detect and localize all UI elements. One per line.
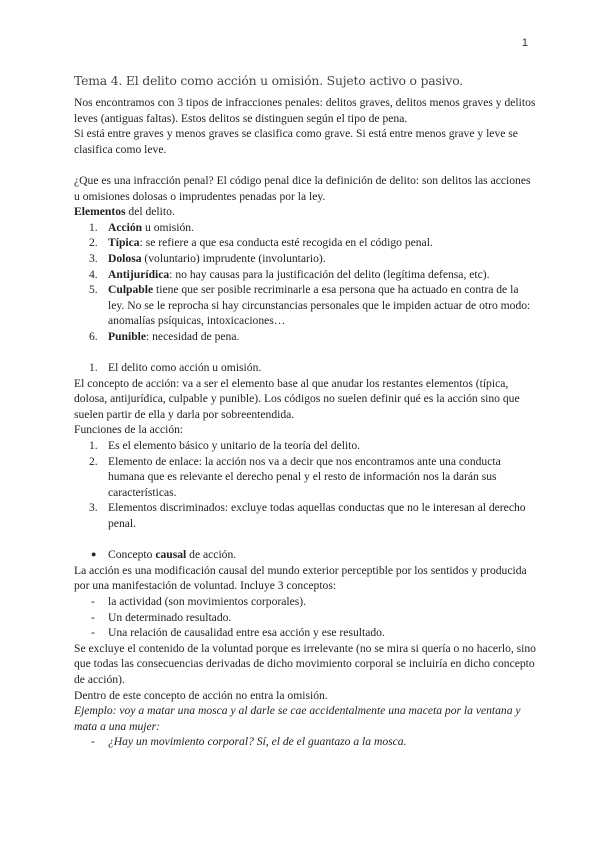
text: del delito.: [125, 205, 175, 219]
list-item: [74, 610, 536, 626]
list-text: u omisión.: [142, 220, 194, 234]
list-text: ¿Hay un movimiento corporal? Sí, el de el guantazo a la mosca.: [108, 735, 407, 749]
list-text: tiene que ser posible recriminarle a esa persona que ha actuado en contra de la ley. No se le reprocha si hay circunstancias personales que le impiden actuar de otro modo: anomalías psíquicas, intoxicaciones…: [108, 283, 531, 328]
list-item: [74, 235, 536, 251]
list-item: [74, 251, 536, 267]
list-text: : necesidad de pena.: [146, 329, 240, 343]
example-list: [74, 734, 536, 750]
list-item: [74, 329, 536, 345]
list-text: : no hay causas para la justificación del delito (legítima defensa, etc).: [169, 267, 490, 281]
funciones-list: [74, 438, 536, 532]
elementos-list: [74, 220, 536, 345]
list-number: 1.: [89, 439, 98, 453]
list-number: 3.: [89, 251, 98, 265]
list-text: Elemento de enlace: la acción nos va a decir que nos encontramos ante una conducta humana que es relevante el derecho penal y el resto de información nos la darán sus características.: [108, 454, 501, 499]
example-text: Ejemplo: voy a matar una mosca y al darle se cae accidentalmente una maceta por la ventana y mata a una mujer:: [74, 704, 521, 733]
conceptos-list: [74, 594, 536, 641]
page-content: [74, 72, 536, 750]
list-item: [74, 734, 536, 750]
text: Concepto: [108, 548, 156, 562]
bullet-icon: ●: [91, 549, 97, 560]
bold-text: causal: [155, 548, 187, 562]
text: de acción.: [186, 548, 237, 562]
list-text: la actividad (son movimientos corporales).: [108, 595, 307, 608]
list-number: 6.: [89, 329, 98, 343]
example: [74, 703, 536, 734]
list-number: 2.: [89, 454, 98, 468]
list-text: El delito como acción u omisión.: [108, 361, 262, 375]
bold-text: Típica: [108, 236, 140, 250]
page-number: 1: [521, 37, 528, 49]
list-text: Elementos discriminados: excluye todas aquellas conductas que no le interesan al derecho penal.: [108, 501, 526, 531]
paragraph: Se excluye el contenido de la voluntad porque es irrelevante (no se mira si quería o no hacerlo, sino que todas las consecuencias derivadas de dicho movimiento corporal se incluiría en dicho concepto de acción).: [74, 641, 536, 686]
elementos-heading: [74, 204, 536, 220]
list-item: [74, 220, 536, 236]
dash-marker: -: [91, 735, 95, 749]
paragraph: Si está entre graves y menos graves se clasifica como grave. Si está entre menos grave y leve se clasifica como leve.: [74, 127, 518, 156]
paragraph: Dentro de este concepto de acción no entra la omisión.: [74, 688, 328, 702]
list-number: 1.: [89, 220, 98, 234]
list-item: [74, 547, 536, 563]
list-text: Una relación de causalidad entre esa acción y ese resultado.: [108, 626, 385, 640]
list-text: Es el elemento básico y unitario de la teoría del delito.: [108, 439, 361, 453]
dash-marker: -: [91, 610, 95, 624]
list-item: [74, 454, 536, 501]
list-text: (voluntario) imprudente (involuntario).: [141, 251, 326, 265]
list-item: [74, 500, 536, 531]
heading: Tema 4. El delito como acción u omisión. Sujeto activo o pasivo.: [74, 73, 463, 88]
list-number: 1.: [89, 361, 98, 375]
paragraph: ¿Que es una infracción penal? El código penal dice la definición de delito: son delitos las acciones u omisiones dolosas o imprudentes penadas por la ley.: [74, 173, 531, 203]
list-item: [74, 360, 536, 376]
list-item: [74, 267, 536, 283]
list-item: [74, 594, 536, 610]
paragraph: Nos encontramos con 3 tipos de infracciones penales: delitos graves, delitos menos graves y delitos leves (antiguas faltas). Estos delitos se distinguen según el tipo de pena.: [74, 96, 536, 125]
list-number: 4.: [89, 267, 98, 281]
list-text: : se refiere a que esa conducta esté recogida en el código penal.: [139, 236, 433, 250]
list-number: 3.: [89, 501, 98, 515]
paragraph: Funciones de la acción:: [74, 423, 184, 437]
dash-marker: -: [91, 595, 95, 608]
bold-text: Culpable: [108, 283, 154, 297]
list-number: 2.: [89, 236, 98, 250]
bold-text: Antijurídica: [108, 267, 170, 281]
list-item: [74, 282, 536, 329]
list-item: [74, 438, 536, 454]
bold-text: Dolosa: [108, 251, 142, 265]
bold-text: Acción: [108, 220, 143, 234]
paragraph: El concepto de acción: va a ser el elemento base al que anudar los restantes elementos (típica, dolosa, antijurídica, culpable y punible). Los códigos no suelen definir qué es la acción sino que suelen partir de ella y darla por sobreentendida.: [74, 376, 520, 421]
bold-text: Punible: [108, 329, 147, 343]
list-number: 5.: [89, 283, 98, 297]
paragraph: La acción es una modificación causal del mundo exterior perceptible por los sentidos y producida por una manifestación de voluntad. Incluye 3 conceptos:: [74, 563, 527, 593]
dash-marker: -: [91, 626, 95, 640]
list-text: Un determinado resultado.: [108, 610, 232, 624]
bold-text: Elementos: [74, 205, 126, 219]
list-item: [74, 625, 536, 641]
